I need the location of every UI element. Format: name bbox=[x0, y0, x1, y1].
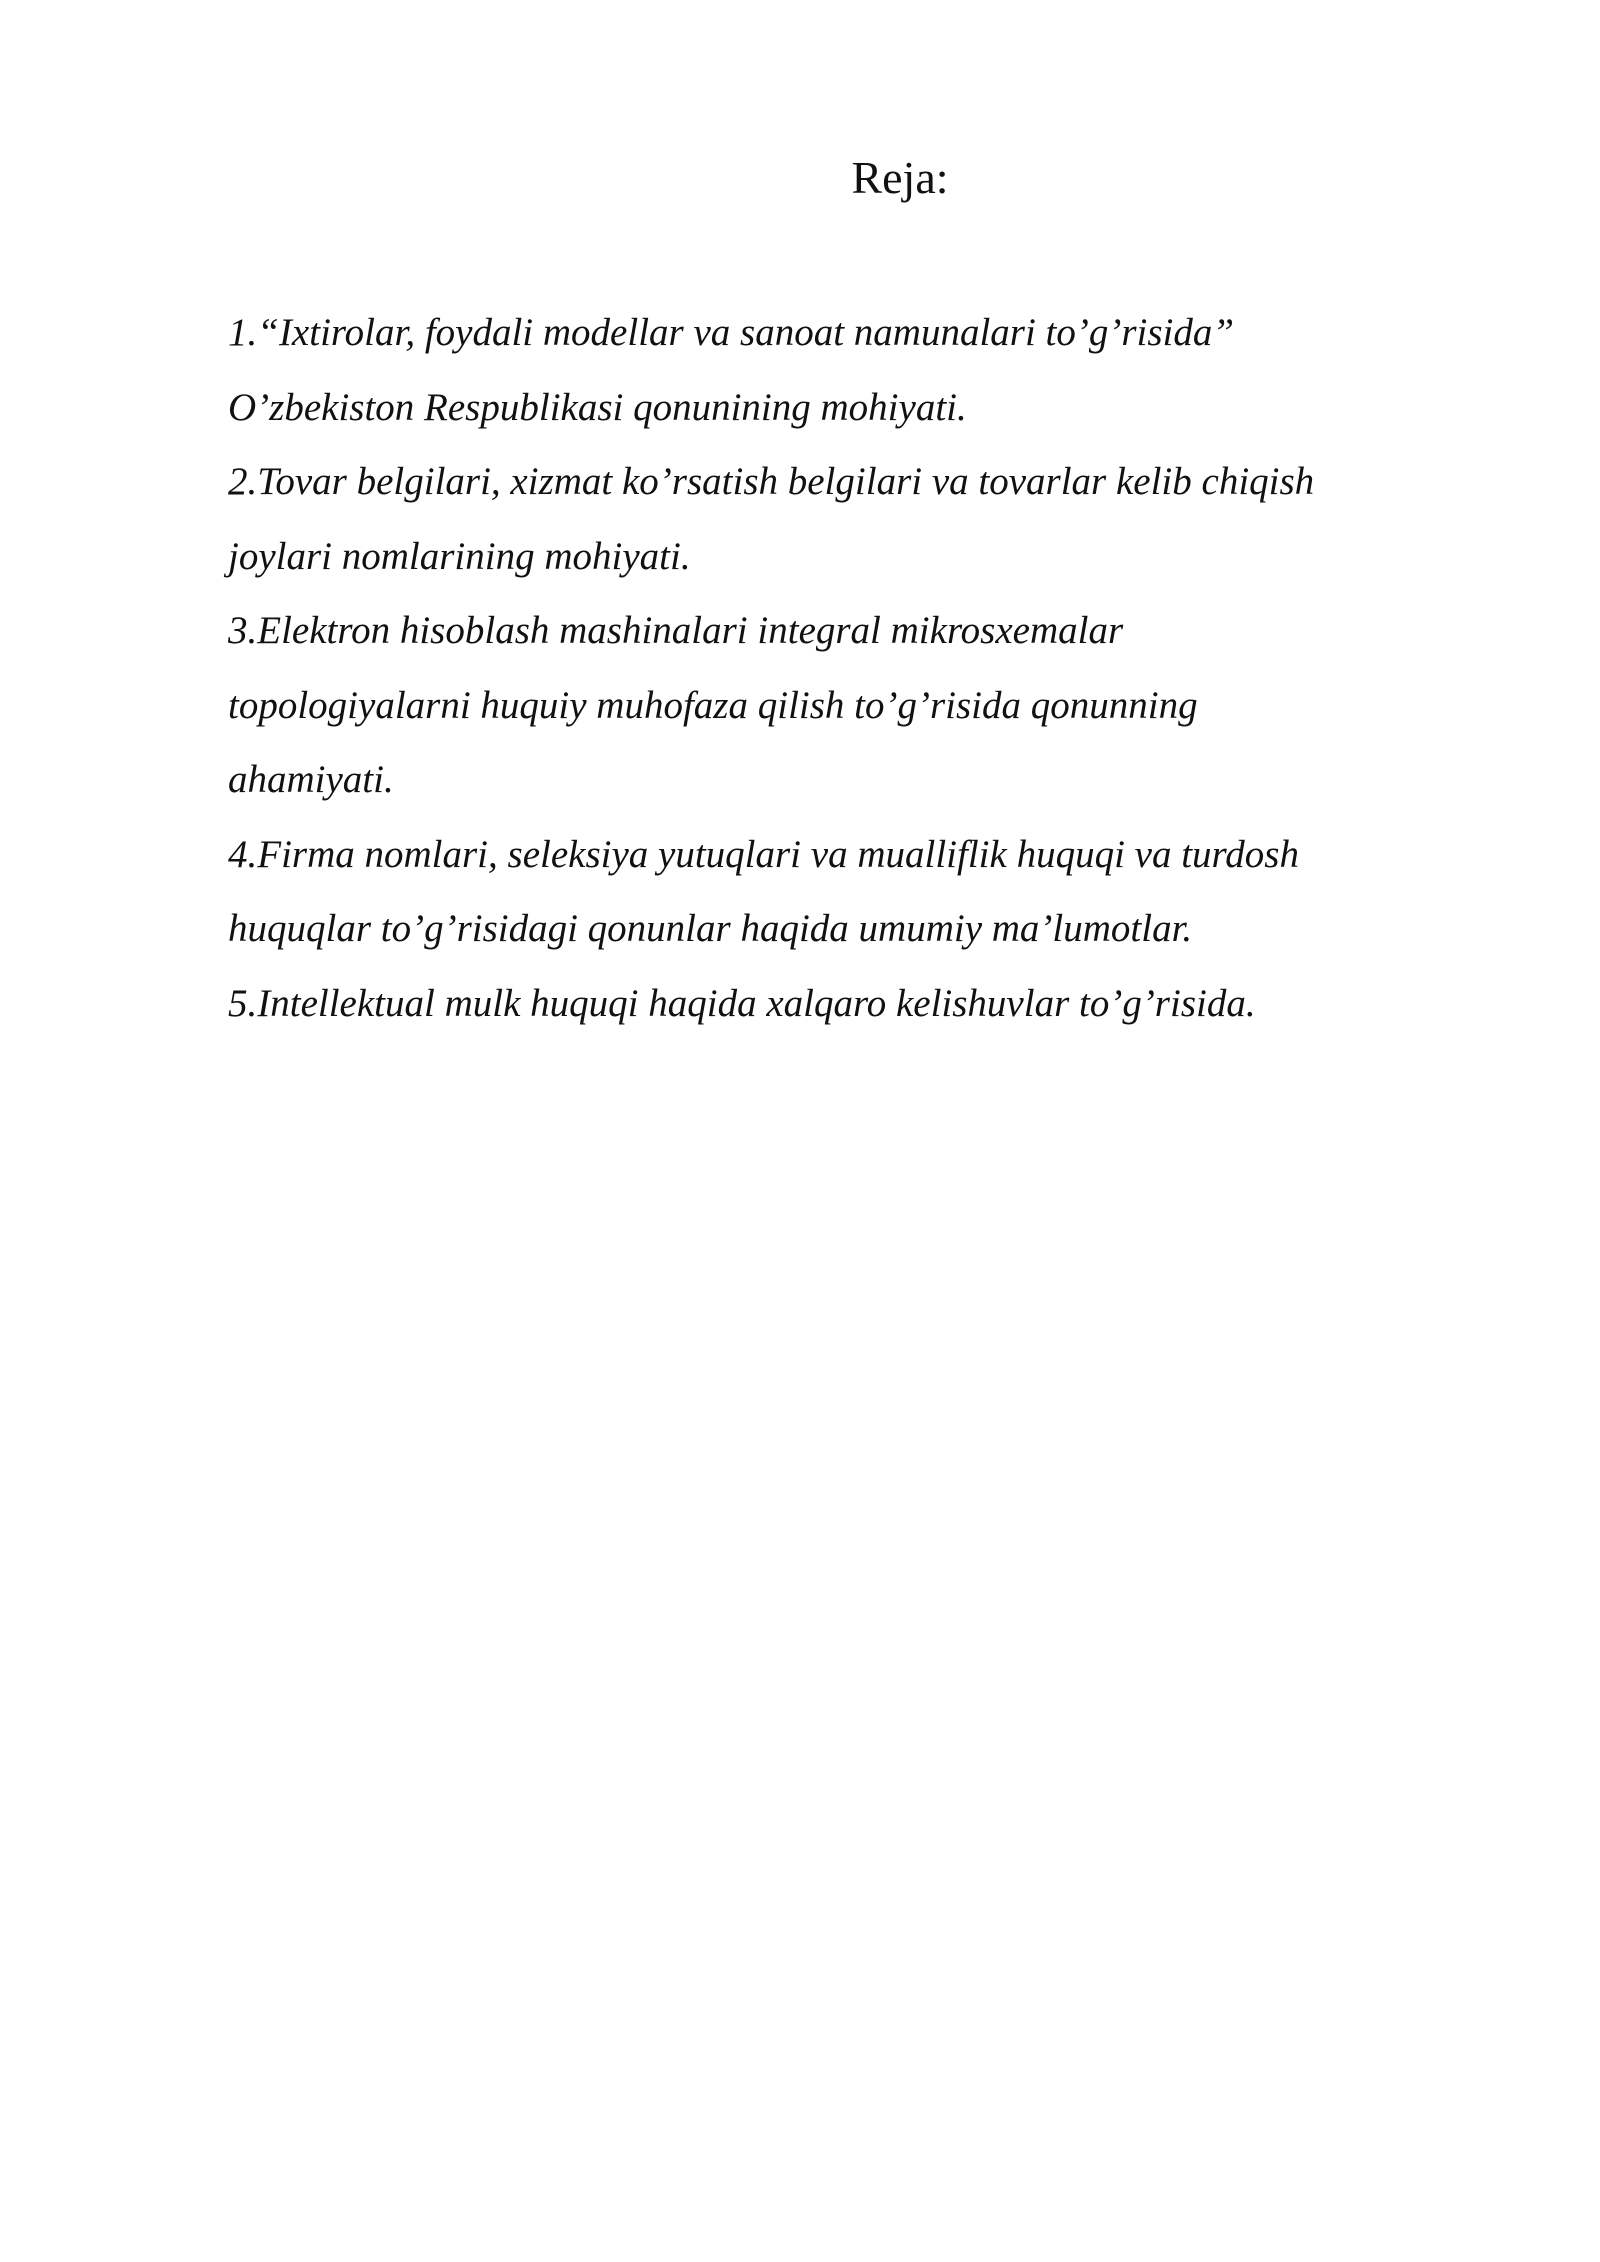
plan-list bbox=[228, 296, 1488, 1041]
plan-line: O’zbekiston Respublikasi qonunining mohiyati. bbox=[228, 385, 967, 429]
plan-line: huquqlar to’g’risidagi qonunlar haqida umumiy ma’lumotlar. bbox=[228, 907, 1193, 950]
plan-line: topologiyalarni huquiy muhofaza qilish to’g’risida qonunning bbox=[228, 683, 1198, 727]
plan-line: ahamiyati. bbox=[228, 758, 394, 801]
page-title: Reja: bbox=[851, 152, 949, 203]
plan-line: 3.Elektron hisoblash mashinalari integral mikrosxemalar bbox=[228, 609, 1124, 652]
plan-line: joylari nomlarining mohiyati. bbox=[228, 534, 691, 578]
plan-line: 1.“Ixtirolar, foydali modellar va sanoat namunalari to’g’risida” bbox=[228, 311, 1235, 354]
plan-line: 4.Firma nomlari, seleksiya yutuqlari va mualliflik huquqi va turdosh bbox=[228, 832, 1299, 876]
plan-line: 5.Intellektual mulk huquqi haqida xalqaro kelishuvlar to’g’risida. bbox=[228, 981, 1256, 1025]
plan-line: 2.Tovar belgilari, xizmat ko’rsatish belgilari va tovarlar kelib chiqish bbox=[228, 460, 1315, 503]
